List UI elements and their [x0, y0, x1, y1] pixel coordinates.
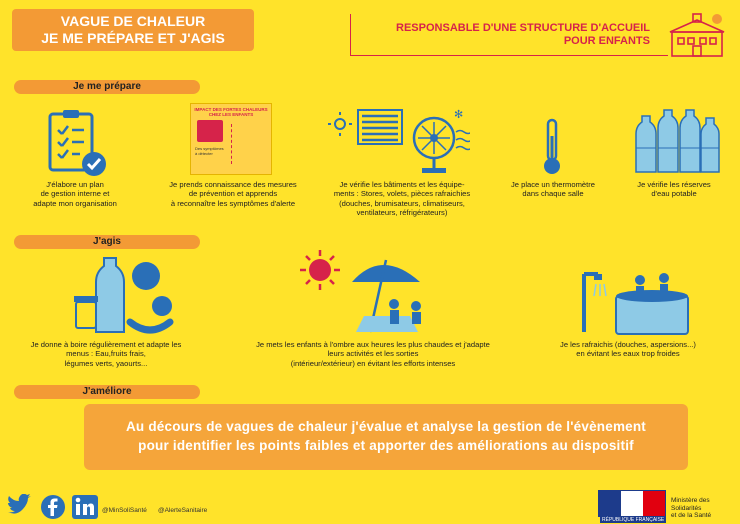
- caption-line: Je les rafraichis (douches, aspersions...): [560, 340, 696, 349]
- title-box: [12, 9, 254, 51]
- banner-line2: pour identifier les points faibles et apporter des améliorations au dispositif: [138, 438, 634, 453]
- banner-line1: Au décours de vagues de chaleur j'évalue et analyse la gestion de l'évènement: [125, 419, 646, 434]
- logo-blue-band: [599, 491, 621, 516]
- audience-line1: RESPONSABLE D'UNE STRUCTURE D'ACCUEIL: [396, 22, 650, 34]
- poster-icon: [190, 103, 272, 175]
- caption-line: Je place un thermomètre: [511, 180, 595, 189]
- caption-line: J'élabore un plan: [46, 180, 104, 189]
- ministry-name: [671, 497, 740, 520]
- caption-prepare-2: [158, 180, 308, 208]
- title-line2: JE ME PRÉPARE ET J'AGIS: [41, 30, 225, 46]
- handle-alertesanitaire[interactable]: @AlerteSanitaire: [158, 507, 208, 514]
- poster-heading1: IMPACT DES FORTES CHALEURS: [194, 107, 268, 112]
- svg-text:✻: ✻: [454, 108, 464, 121]
- handle-minsolisante[interactable]: @MinSoliSanté: [102, 507, 147, 514]
- logo-red-band: [643, 491, 665, 516]
- caption-act-1: [20, 340, 192, 368]
- caption-line: à reconnaître les symptômes d'alerte: [170, 198, 296, 208]
- ministry-line1: Ministère des Solidarités: [671, 497, 710, 512]
- caption-line: leurs activités et les sorties: [327, 349, 419, 359]
- caption-prepare-3: [326, 180, 478, 218]
- caption-line: Je vérifie les bâtiments et les équipe-: [339, 180, 465, 189]
- caption-line: en évitant les eaux trop froides: [576, 349, 680, 359]
- caption-act-3: [540, 340, 716, 359]
- caption-line: ventilateurs, réfrigérateurs): [356, 208, 448, 218]
- poster-sub2: à détecter: [195, 151, 213, 156]
- poster-image: [197, 120, 223, 142]
- audience-line2: POUR ENFANTS: [563, 35, 650, 47]
- caption-prepare-5: [622, 180, 726, 199]
- section-prepare: Je me prépare: [14, 80, 200, 94]
- caption-line: Je prends connaissance des mesures: [169, 180, 297, 189]
- section-improve: J'améliore: [14, 385, 200, 399]
- linkedin-icon[interactable]: [72, 495, 98, 519]
- caption-line: (intérieur/extérieur) en évitant les efforts intenses: [290, 358, 456, 368]
- thermometer-icon: [540, 118, 564, 176]
- caption-prepare-4: [498, 180, 608, 199]
- poster-text-lines: [231, 124, 266, 164]
- caption-line: Je donne à boire régulièrement et adapte les: [30, 340, 182, 349]
- caption-act-2: [238, 340, 508, 368]
- poster-sub1: Des symptômes: [195, 146, 224, 151]
- caption-line: ments : Stores, volets, pièces rafraichies: [333, 189, 471, 199]
- clipboard-check-icon: [46, 108, 108, 178]
- caption-line: Je vérifie les réserves: [637, 180, 711, 189]
- caption-line: dans chaque salle: [522, 189, 584, 199]
- caption-line: (douches, brumisateurs, climatiseurs,: [339, 198, 465, 208]
- caption-line: légumes verts, yaourts...: [64, 358, 148, 368]
- marianne-logo: [598, 490, 666, 517]
- republic-label: RÉPUBLIQUE FRANÇAISE: [602, 517, 665, 523]
- pool-shower-icon: [576, 256, 692, 336]
- logo-white-band: [621, 491, 643, 516]
- caption-line: Je mets les enfants à l'ombre aux heures les plus chaudes et j'adapte: [256, 340, 490, 349]
- school-building-icon: [668, 12, 726, 58]
- caption-line: menus : Eau,fruits frais,: [66, 349, 146, 359]
- improve-banner: [84, 404, 688, 470]
- caption-line: adapte mon organisation: [33, 198, 117, 208]
- bottle-food-icon: [70, 256, 180, 336]
- caption-line: de gestion interne et: [40, 189, 110, 199]
- caption-line: d'eau potable: [651, 189, 697, 199]
- sun-umbrella-icon: [298, 248, 438, 336]
- caption-line: de prévention et apprends: [188, 189, 278, 199]
- water-bottles-icon: [630, 108, 722, 176]
- poster-heading2: CHEZ LES ENFANTS: [208, 112, 254, 117]
- caption-prepare-1: [20, 180, 130, 208]
- facebook-icon[interactable]: [40, 494, 66, 520]
- building-fan-icon: [326, 106, 470, 176]
- section-act: J'agis: [14, 235, 200, 249]
- twitter-icon[interactable]: [6, 494, 32, 518]
- ministry-line2: et de la Santé: [671, 512, 712, 519]
- audience-text: [360, 22, 650, 48]
- title-line1: VAGUE DE CHALEUR: [60, 13, 206, 29]
